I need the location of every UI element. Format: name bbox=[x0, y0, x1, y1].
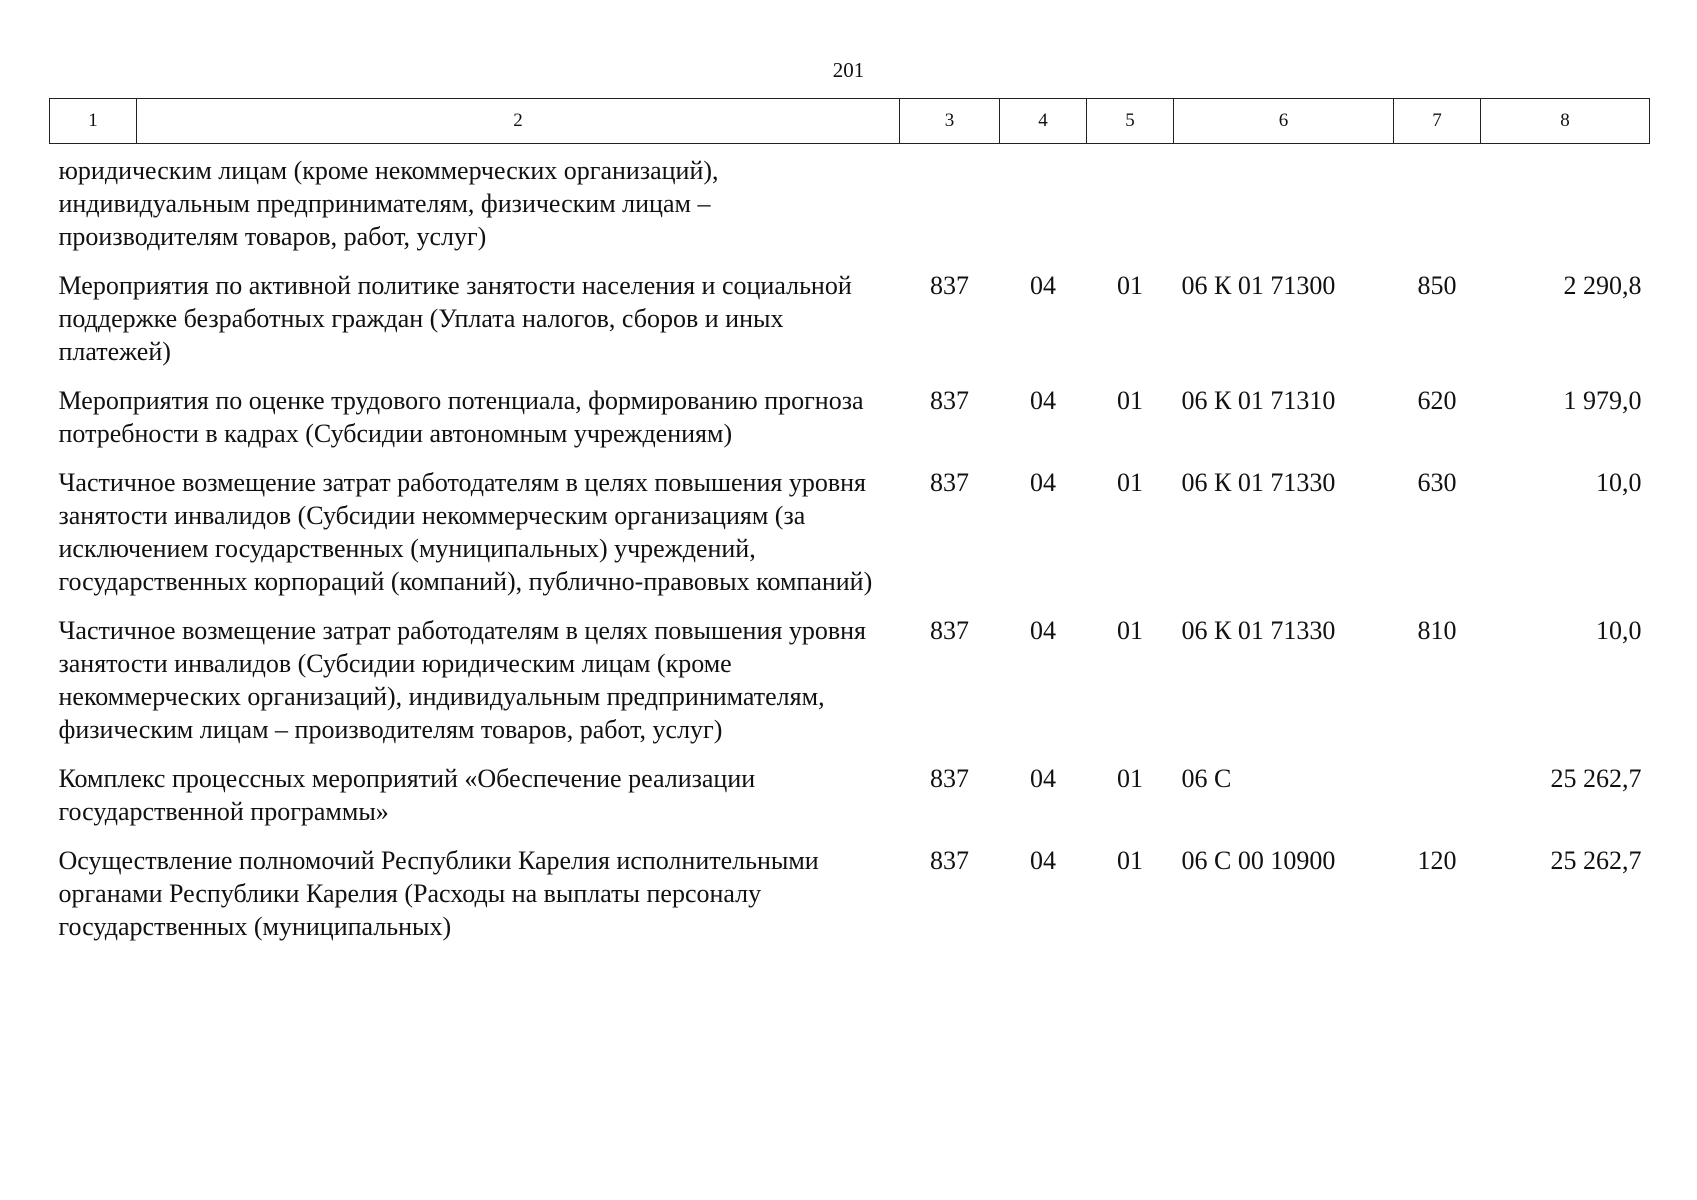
row-sum: 25 262,7 bbox=[1550, 764, 1642, 793]
row-rz: 04 bbox=[1030, 468, 1056, 497]
header-col-1: 1 bbox=[50, 99, 137, 144]
table-row bbox=[50, 384, 1650, 466]
table-row bbox=[50, 762, 1650, 844]
row-vr bbox=[1394, 144, 1481, 270]
row-grbs: 837 bbox=[930, 468, 969, 497]
row-vr: 630 bbox=[1417, 468, 1457, 497]
row-csr: 06 К 01 71310 bbox=[1181, 386, 1336, 415]
row-grbs: 837 bbox=[930, 764, 969, 793]
row-vr: 810 bbox=[1417, 616, 1457, 645]
row-sum: 2 290,8 bbox=[1563, 271, 1642, 300]
row-sum: 25 262,7 bbox=[1550, 846, 1642, 875]
table-row bbox=[50, 466, 1650, 614]
header-col-4: 4 bbox=[1000, 99, 1087, 144]
row-pr: 01 bbox=[1117, 468, 1143, 497]
row-pr: 01 bbox=[1117, 846, 1143, 875]
row-csr: 06 С 00 10900 bbox=[1181, 846, 1336, 875]
row-csr: 06 К 01 71330 bbox=[1181, 616, 1336, 645]
header-col-5: 5 bbox=[1087, 99, 1174, 144]
row-rz: 04 bbox=[1030, 846, 1056, 875]
row-rz: 04 bbox=[1030, 764, 1056, 793]
row-csr: 06 К 01 71300 bbox=[1181, 271, 1336, 300]
row-csr: 06 С bbox=[1181, 764, 1232, 793]
row-grbs: 837 bbox=[930, 846, 969, 875]
row-rz: 04 bbox=[1030, 271, 1056, 300]
row-grbs: 837 bbox=[930, 386, 969, 415]
row-csr: 06 К 01 71330 bbox=[1181, 468, 1336, 497]
row-name: Осуществление полномочий Республики Карелия исполнительными органами Республики Карелия (Расходы на выплаты персоналу государственных (муниципальных) bbox=[58, 846, 819, 941]
row-sum: 10,0 bbox=[1596, 468, 1642, 497]
budget-table bbox=[49, 98, 1650, 959]
table-row bbox=[50, 269, 1650, 384]
row-vr: 120 bbox=[1417, 846, 1457, 875]
header-row bbox=[50, 99, 1650, 144]
row-name: юридическим лицам (кроме некоммерческих организаций), индивидуальным предпринимателям, физическим лицам – производителям товаров, работ, услуг) bbox=[58, 156, 719, 251]
row-csr bbox=[1174, 144, 1394, 270]
row-name: Комплекс процессных мероприятий «Обеспечение реализации государственной программы» bbox=[58, 764, 756, 826]
row-name: Частичное возмещение затрат работодателям в целях повышения уровня занятости инвалидов (Субсидии некоммерческим организациям (за исключением государственных (муниципальных) учреждений, государственных корпораций (компаний), публично-правовых компаний) bbox=[58, 468, 873, 596]
header-col-3: 3 bbox=[900, 99, 1000, 144]
table-row bbox=[50, 144, 1650, 270]
row-grbs bbox=[900, 144, 1000, 270]
row-pr: 01 bbox=[1117, 616, 1143, 645]
header-col-6: 6 bbox=[1174, 99, 1394, 144]
row-pr: 01 bbox=[1117, 386, 1143, 415]
header-col-8: 8 bbox=[1481, 99, 1650, 144]
table-row bbox=[50, 614, 1650, 762]
row-sum: 10,0 bbox=[1596, 616, 1642, 645]
row-grbs: 837 bbox=[930, 616, 969, 645]
row-pr: 01 bbox=[1117, 271, 1143, 300]
row-rz: 04 bbox=[1030, 386, 1056, 415]
table-row bbox=[50, 844, 1650, 959]
row-vr: 850 bbox=[1417, 271, 1457, 300]
row-sum bbox=[1481, 144, 1650, 270]
row-name: Частичное возмещение затрат работодателям в целях повышения уровня занятости инвалидов (Субсидии юридическим лицам (кроме некоммерческих организаций), индивидуальным предпринимателям, физическим лицам – производителям товаров, работ, услуг) bbox=[58, 616, 866, 744]
page-number: 201 bbox=[832, 58, 865, 82]
row-rz bbox=[1000, 144, 1087, 270]
row-rz: 04 bbox=[1030, 616, 1056, 645]
row-vr bbox=[1394, 762, 1481, 844]
row-name: Мероприятия по активной политике занятости населения и социальной поддержке безработных граждан (Уплата налогов, сборов и иных платежей) bbox=[58, 271, 852, 366]
row-vr: 620 bbox=[1417, 386, 1457, 415]
row-pr: 01 bbox=[1117, 764, 1143, 793]
row-sum: 1 979,0 bbox=[1563, 386, 1642, 415]
header-col-2: 2 bbox=[137, 99, 900, 144]
row-grbs: 837 bbox=[930, 271, 969, 300]
header-col-7: 7 bbox=[1394, 99, 1481, 144]
row-pr bbox=[1087, 144, 1174, 270]
row-name: Мероприятия по оценке трудового потенциала, формированию прогноза потребности в кадрах (Субсидии автономным учреждениям) bbox=[58, 386, 864, 448]
